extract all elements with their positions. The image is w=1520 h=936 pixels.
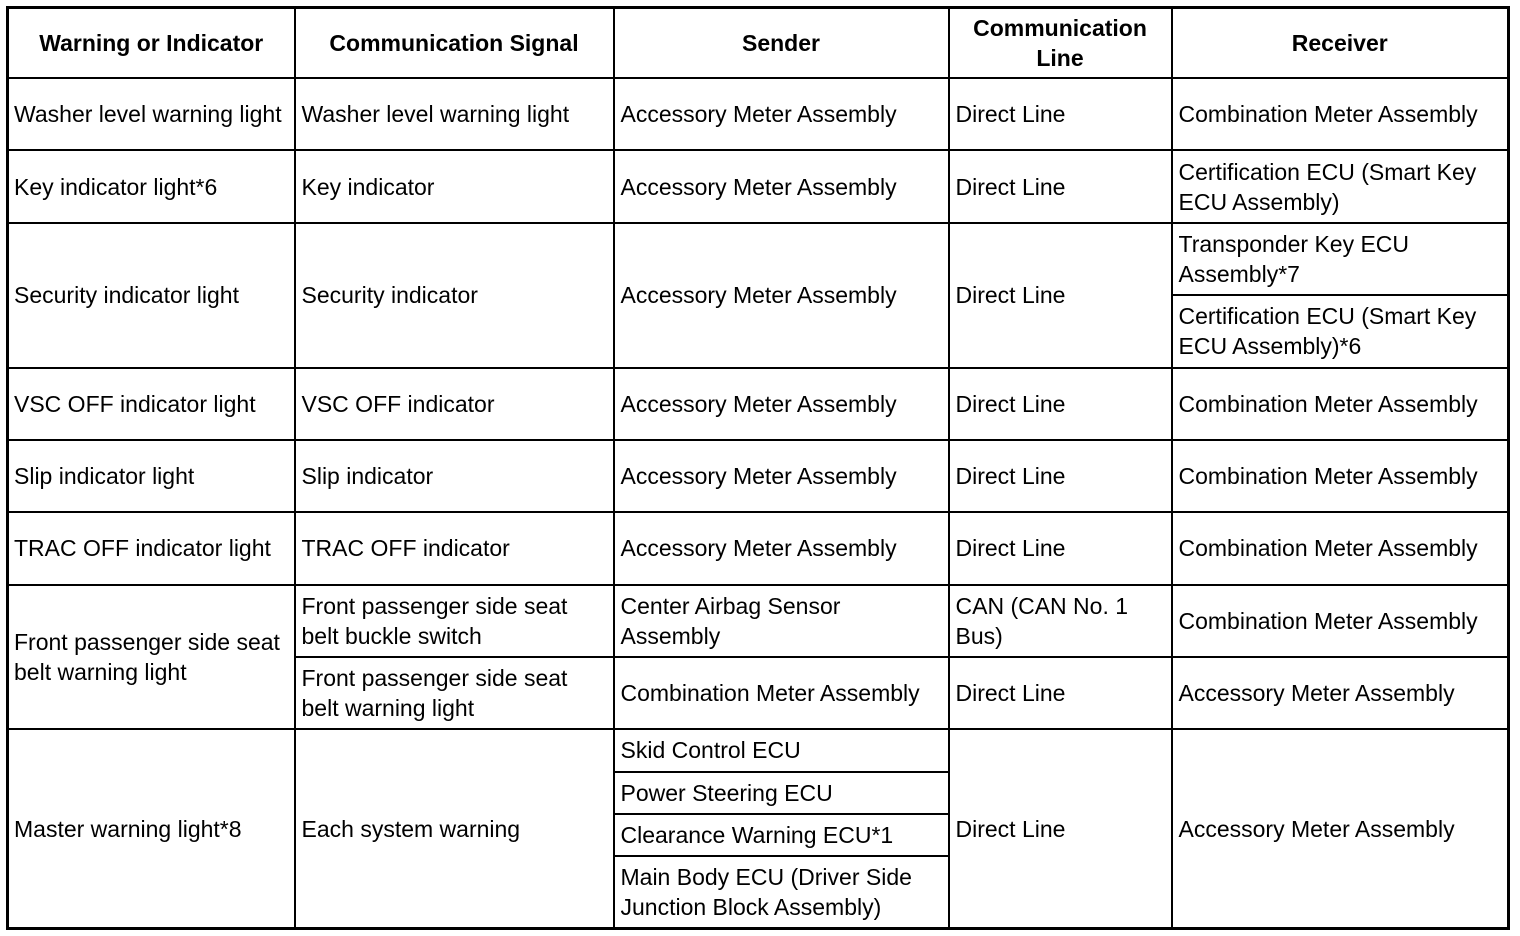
cell-receiver: Certification ECU (Smart Key ECU Assembly)*6 (1172, 295, 1509, 367)
cell-line: Direct Line (949, 78, 1172, 150)
cell-signal: Front passenger side seat belt warning light (295, 657, 614, 729)
cell-line: Direct Line (949, 729, 1172, 928)
cell-receiver: Combination Meter Assembly (1172, 585, 1509, 657)
cell-receiver: Combination Meter Assembly (1172, 512, 1509, 584)
cell-warning: Key indicator light*6 (8, 150, 295, 222)
cell-warning: Washer level warning light (8, 78, 295, 150)
cell-sender: Power Steering ECU (614, 772, 949, 814)
header-row (8, 8, 1509, 79)
cell-sender: Combination Meter Assembly (614, 657, 949, 729)
cell-sender: Accessory Meter Assembly (614, 440, 949, 512)
header-line: Communication Line (949, 8, 1172, 79)
cell-receiver: Transponder Key ECU Assembly*7 (1172, 223, 1509, 295)
cell-line: Direct Line (949, 440, 1172, 512)
cell-receiver: Accessory Meter Assembly (1172, 657, 1509, 729)
cell-line: Direct Line (949, 368, 1172, 440)
cell-warning: Master warning light*8 (8, 729, 295, 928)
cell-receiver: Accessory Meter Assembly (1172, 729, 1509, 928)
cell-sender: Accessory Meter Assembly (614, 223, 949, 368)
cell-sender: Center Airbag Sensor Assembly (614, 585, 949, 657)
cell-line: Direct Line (949, 512, 1172, 584)
cell-receiver: Combination Meter Assembly (1172, 440, 1509, 512)
cell-signal: Security indicator (295, 223, 614, 368)
cell-warning: TRAC OFF indicator light (8, 512, 295, 584)
cell-receiver: Combination Meter Assembly (1172, 78, 1509, 150)
cell-signal: Each system warning (295, 729, 614, 928)
table-row (8, 585, 1509, 657)
cell-sender: Accessory Meter Assembly (614, 150, 949, 222)
cell-line: Direct Line (949, 150, 1172, 222)
cell-warning: Slip indicator light (8, 440, 295, 512)
cell-signal: Key indicator (295, 150, 614, 222)
cell-sender: Accessory Meter Assembly (614, 512, 949, 584)
cell-warning: VSC OFF indicator light (8, 368, 295, 440)
header-warning: Warning or Indicator (8, 8, 295, 79)
cell-sender: Accessory Meter Assembly (614, 78, 949, 150)
table-row (8, 512, 1509, 584)
table-row (8, 78, 1509, 150)
cell-sender: Accessory Meter Assembly (614, 368, 949, 440)
cell-signal: VSC OFF indicator (295, 368, 614, 440)
communication-table (6, 6, 1510, 930)
header-sender: Sender (614, 8, 949, 79)
cell-line: Direct Line (949, 657, 1172, 729)
cell-sender: Skid Control ECU (614, 729, 949, 771)
table-row (8, 150, 1509, 222)
header-signal: Communication Signal (295, 8, 614, 79)
cell-signal: Front passenger side seat belt buckle switch (295, 585, 614, 657)
cell-signal: Slip indicator (295, 440, 614, 512)
cell-signal: TRAC OFF indicator (295, 512, 614, 584)
table-row (8, 440, 1509, 512)
cell-receiver: Certification ECU (Smart Key ECU Assembly) (1172, 150, 1509, 222)
header-receiver: Receiver (1172, 8, 1509, 79)
cell-line: Direct Line (949, 223, 1172, 368)
cell-signal: Washer level warning light (295, 78, 614, 150)
cell-receiver: Combination Meter Assembly (1172, 368, 1509, 440)
table-row (8, 729, 1509, 771)
table-row (8, 368, 1509, 440)
cell-sender: Main Body ECU (Driver Side Junction Block Assembly) (614, 856, 949, 928)
cell-line: CAN (CAN No. 1 Bus) (949, 585, 1172, 657)
cell-warning: Security indicator light (8, 223, 295, 368)
cell-sender: Clearance Warning ECU*1 (614, 814, 949, 856)
cell-warning: Front passenger side seat belt warning light (8, 585, 295, 730)
table-row (8, 223, 1509, 295)
